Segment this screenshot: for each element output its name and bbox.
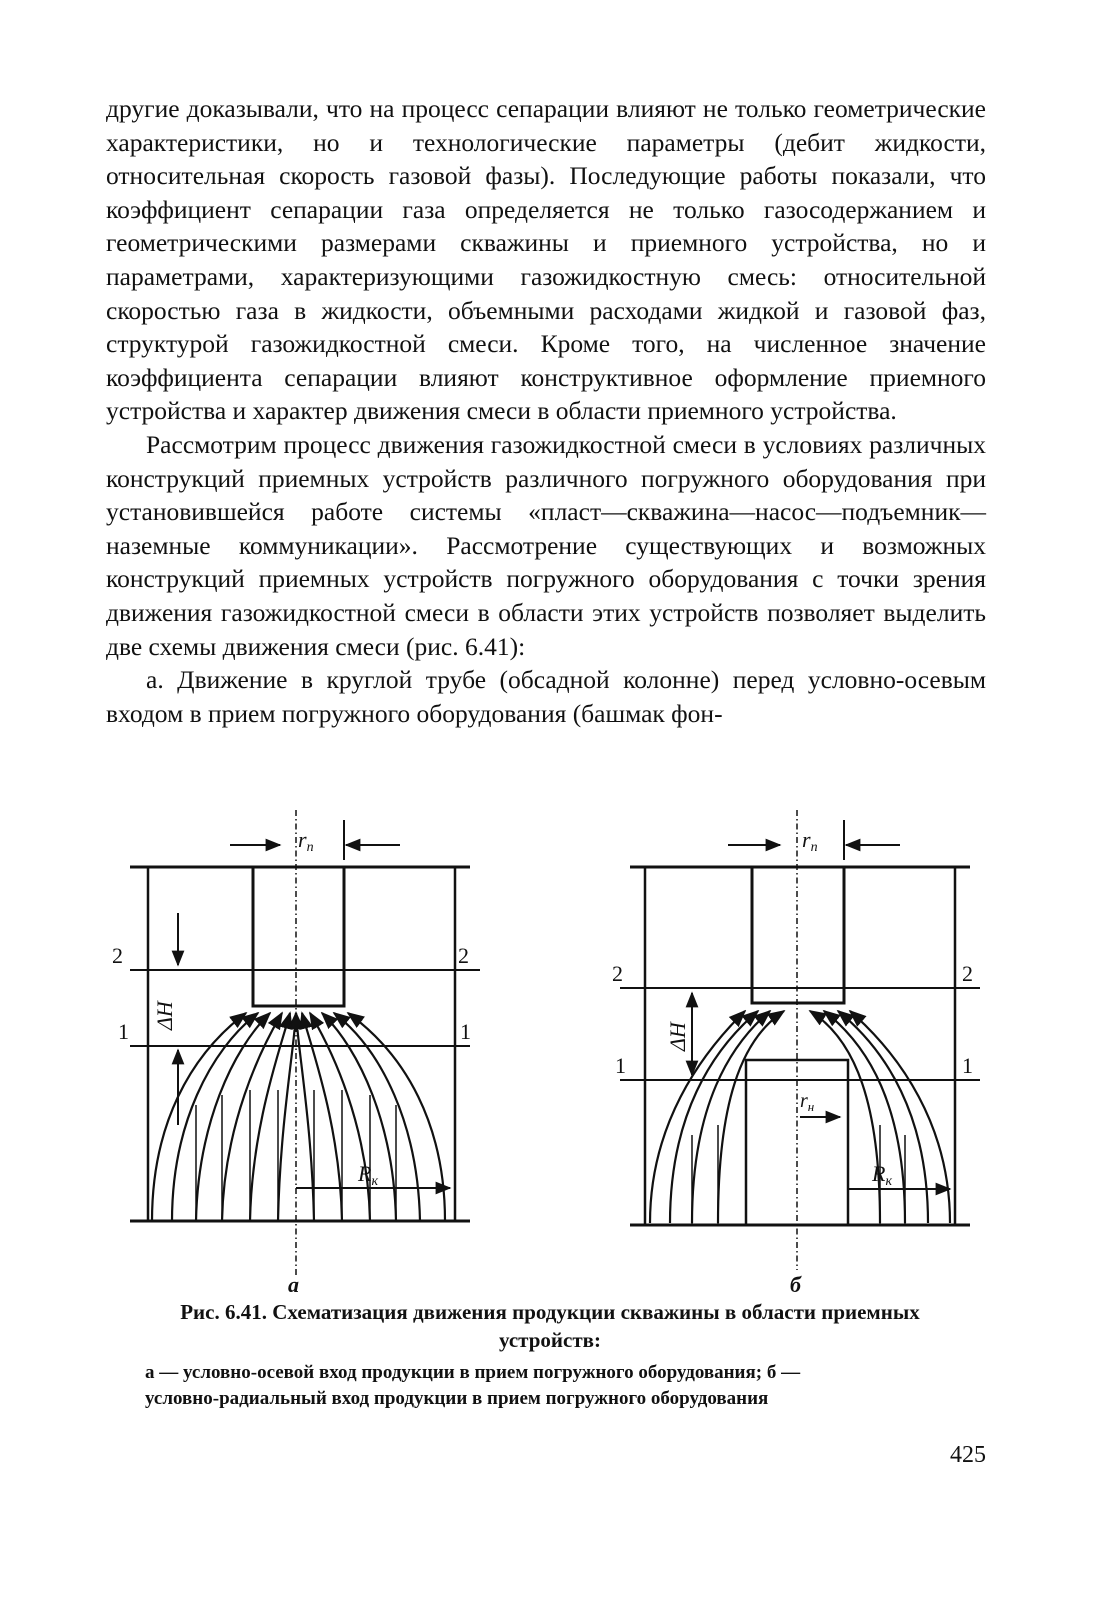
panel-b-rp-label: r [802,827,811,852]
panel-a-label: а [288,1272,299,1297]
panel-a-level2-left: 2 [112,943,123,968]
panel-b-level1-left: 1 [615,1053,626,1078]
panel-a-rp-sub: п [306,840,314,855]
panel-a-dh-label: ΔH [152,1001,177,1030]
figure-caption-description [145,1360,975,1412]
figure-6-41 [100,805,1000,1305]
paragraph-2: Рассмотрим процесс движения газожидкостной смеси в условиях различных конструкций приемных устройств различного погружного оборудования при установившейся работе системы «пласт—скважина—насос—подъемник—наземные коммуникации». Рассмотрение существующих и возможных конструкций приемных устройств погружного оборудования с точки зрения движения газожидкостной смеси в области этих устройств позволяет выделить две схемы движения смеси (рис. 6.41): [106,429,986,661]
caption-desc-line-2: условно-радиальный вход продукции в прием погружного оборудования [145,1388,769,1409]
panel-a-level1-right: 1 [460,1019,471,1044]
body-text [106,92,986,730]
svg-text:Rк [871,1161,892,1189]
panel-b-dh-label: ΔH [665,1022,690,1051]
figure-caption-title [110,1298,990,1354]
svg-text:rп [298,827,314,855]
svg-text:rп [802,827,818,855]
panel-b-rk-label: R [872,1161,886,1186]
figure-svg [100,805,1000,1305]
page-number: 425 [950,1442,986,1468]
panel-b-label: б [790,1272,801,1297]
panel-b-rn-sub: н [807,1099,815,1114]
svg-text:rн [800,1090,814,1114]
paragraph-1: другие доказывали, что на процесс сепарации влияют не только геометрические характеристики, но и технологические параметры (дебит жидкости, относительная скорость газовой фазы). Последующие работы показали, что коэффициент сепарации газа определяется не только газосодержанием и геометрическими размерами скважины и приемного устройства, но и параметрами, характеризующими газожидкостную смесь: относительной скоростью газа в жидкости, объемными расходами жидкой и газовой фаз, структурой газожидкостной смеси. Кроме того, на численное значение коэффициента сепарации влияют конструктивное оформление приемного устройства и характер движения смеси в области приемного устройства. [106,94,986,426]
panel-a-rk-label: R [358,1161,372,1186]
caption-title-line-2: устройств: [499,1328,601,1352]
panel-b-rn-label: r [800,1090,808,1112]
svg-text:Rк [357,1161,378,1189]
panel-a [130,810,480,1275]
caption-desc-line-1: а — условно-осевой вход продукции в прием погружного оборудования; б — [145,1362,801,1383]
panel-b-level1-right: 1 [962,1053,973,1078]
panel-b-rp-sub: п [810,840,818,855]
panel-a-level2-right: 2 [458,943,469,968]
caption-title-line-1: Рис. 6.41. Схематизация движения продукции скважины в области приемных [180,1300,920,1324]
panel-a-level1-left: 1 [118,1019,129,1044]
paragraph-3: а. Движение в круглой трубе (обсадной колонне) перед условно-осевым входом в прием погружного оборудования (башмак фон- [106,665,986,728]
panel-b-level2-left: 2 [612,961,623,986]
panel-b-level2-right: 2 [962,961,973,986]
panel-b-rk-sub: к [885,1174,893,1189]
panel-a-rk-sub: к [371,1174,379,1189]
panel-a-rp-label: r [298,827,307,852]
